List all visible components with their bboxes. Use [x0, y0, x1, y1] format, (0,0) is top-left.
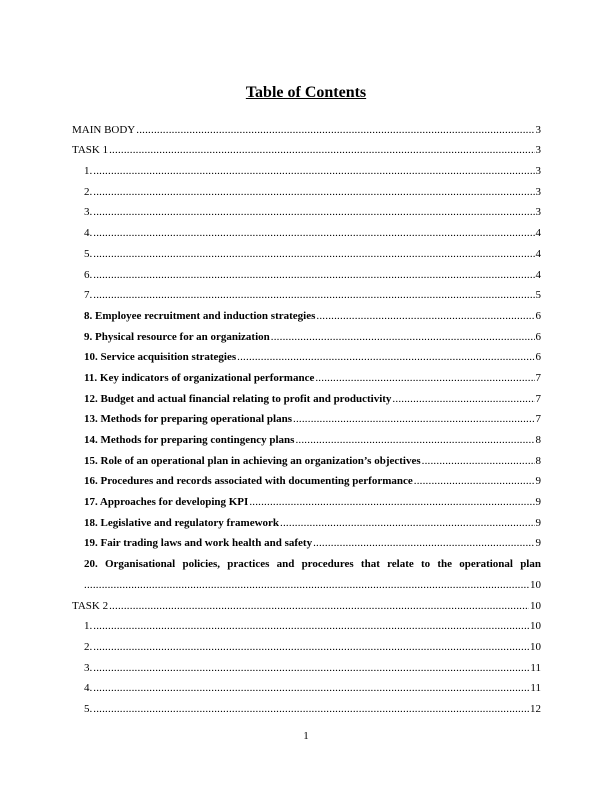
toc-entry[interactable]	[72, 406, 541, 427]
toc-entry-label: 4.	[84, 682, 93, 695]
toc-dot-leader	[237, 351, 534, 364]
toc-entry-page: 7	[535, 371, 541, 384]
toc-entry-label: 5.	[84, 702, 93, 715]
toc-dot-leader	[93, 703, 529, 716]
toc-dot-leader	[315, 372, 534, 385]
toc-entry[interactable]	[72, 550, 541, 591]
toc-entry-page: 7	[535, 392, 541, 405]
toc-entry[interactable]	[72, 675, 541, 696]
toc-entry-label: 1.	[84, 620, 93, 633]
toc-entry[interactable]	[72, 488, 541, 509]
toc-dot-leader	[109, 144, 534, 157]
toc-entry-page: 3	[535, 144, 541, 157]
toc-dot-leader	[93, 620, 529, 633]
toc-entry-word: relate	[387, 558, 414, 571]
toc-entry-label: 4.	[84, 227, 93, 240]
toc-entry-label: 3.	[84, 661, 93, 674]
toc-entry[interactable]	[72, 633, 541, 654]
toc-entry-label: 3.	[84, 206, 93, 219]
toc-entry[interactable]	[72, 468, 541, 489]
toc-entry[interactable]	[72, 530, 541, 551]
toc-entry-label: 9. Physical resource for an organization	[84, 330, 270, 343]
toc-entry[interactable]	[72, 282, 541, 303]
toc-dot-leader	[109, 600, 529, 613]
toc-entry-page: 4	[535, 227, 541, 240]
toc-entry-label: 14. Methods for preparing contingency plans	[84, 434, 295, 446]
toc-entry-page: 3	[535, 165, 541, 178]
toc-entry[interactable]	[72, 302, 541, 323]
toc-entry-page: 10	[530, 599, 541, 612]
toc-entry[interactable]	[72, 613, 541, 634]
toc-entry-label: 7.	[84, 289, 93, 302]
toc-entry-page: 7	[535, 413, 541, 426]
toc-entry-label: 5.	[84, 247, 93, 260]
toc-dot-leader	[313, 537, 534, 550]
toc-entry[interactable]	[72, 240, 541, 261]
toc-entry-word: policies,	[182, 558, 221, 571]
toc-entry-label: 11. Key indicators of organizational performance	[84, 371, 315, 384]
toc-entry-label: 13. Methods for preparing operational plans	[84, 413, 292, 426]
toc-entry-label: 8. Employee recruitment and induction strategies	[84, 309, 316, 322]
toc-dot-leader	[93, 206, 534, 219]
toc-entry-page: 5	[535, 289, 541, 302]
toc-dot-leader	[295, 434, 534, 447]
toc-entry-page: 3	[535, 185, 541, 198]
toc-dot-leader	[93, 165, 534, 178]
toc-entry[interactable]	[72, 344, 541, 365]
toc-dot-leader	[316, 310, 534, 323]
toc-entry-label: 17. Approaches for developing KPI	[84, 496, 249, 509]
toc-entry-page: 10	[530, 620, 541, 633]
toc-entry-word: the	[437, 558, 452, 571]
toc-entry-label: 18. Legislative and regulatory framework	[84, 516, 280, 529]
toc-entry-page: 11	[530, 661, 541, 674]
toc-entry-label: MAIN BODY	[72, 123, 136, 136]
page-number: 1	[303, 730, 309, 742]
toc-entry-page: 10	[530, 578, 541, 591]
toc-dot-leader	[84, 579, 529, 592]
toc-entry-word: to	[420, 558, 431, 571]
toc-dot-leader	[293, 413, 535, 426]
toc-entry-page: 4	[535, 247, 541, 260]
toc-entry-page: 11	[530, 682, 541, 695]
toc-entry-label: 16. Procedures and records associated with documenting performance	[84, 475, 413, 488]
toc-dot-leader	[271, 331, 535, 344]
toc-dot-leader	[249, 496, 534, 509]
toc-title: Table of Contents	[245, 84, 367, 101]
toc-entry-page: 8	[535, 454, 541, 467]
toc-dot-leader	[392, 393, 534, 406]
toc-entry-page: 9	[535, 537, 541, 550]
toc-dot-leader	[414, 475, 535, 488]
toc-entry-page: 4	[535, 268, 541, 281]
toc-entry[interactable]	[72, 261, 541, 282]
toc-entry-label: 2.	[84, 640, 93, 653]
toc-entry[interactable]	[72, 654, 541, 675]
toc-entry[interactable]	[72, 592, 541, 613]
toc-entry-page: 6	[535, 309, 541, 322]
toc-entry-page: 3	[535, 206, 541, 219]
toc-entry-label: 10. Service acquisition strategies	[84, 351, 237, 364]
toc-dot-leader	[93, 248, 534, 261]
toc-entry[interactable]	[72, 199, 541, 220]
toc-entry[interactable]	[72, 323, 541, 344]
toc-dot-leader	[93, 641, 529, 654]
toc-entry-page: 9	[535, 496, 541, 509]
toc-dot-leader	[93, 682, 529, 695]
toc-entry-word: operational	[459, 558, 513, 571]
toc-entry[interactable]	[72, 364, 541, 385]
toc-entry-page: 8	[535, 434, 541, 446]
toc-entry-word: plan	[520, 558, 541, 571]
toc-entry[interactable]	[72, 385, 541, 406]
toc-dot-leader	[93, 227, 534, 240]
toc-entry-page: 10	[530, 640, 541, 653]
toc-entry-page: 12	[530, 702, 541, 715]
table-of-contents	[72, 116, 541, 716]
toc-entry[interactable]	[72, 426, 541, 447]
toc-entry-page: 6	[535, 330, 541, 343]
toc-entry[interactable]	[72, 695, 541, 716]
toc-entry-page: 3	[535, 123, 541, 136]
toc-entry-label: 19. Fair trading laws and work health and safety	[84, 537, 313, 550]
toc-entry-label: 15. Role of an operational plan in achieving an organization’s objectives	[84, 454, 421, 467]
toc-entry[interactable]	[72, 116, 541, 137]
toc-entry-label: TASK 2	[72, 599, 109, 612]
toc-entry-word: 20.	[84, 558, 98, 571]
toc-entry-page: 9	[535, 516, 541, 529]
toc-entry[interactable]	[72, 219, 541, 240]
toc-entry[interactable]	[72, 178, 541, 199]
toc-entry-word: procedures	[301, 558, 354, 571]
toc-dot-leader	[280, 517, 534, 530]
toc-entry[interactable]	[72, 157, 541, 178]
toc-dot-leader	[93, 186, 534, 199]
toc-entry[interactable]	[72, 137, 541, 158]
toc-entry-page: 6	[535, 351, 541, 364]
toc-dot-leader	[93, 289, 534, 302]
toc-dot-leader	[136, 124, 534, 137]
toc-entry-label	[84, 550, 541, 571]
toc-entry-label: 6.	[84, 268, 93, 281]
toc-entry-page: 9	[535, 475, 541, 488]
toc-entry-word: that	[360, 558, 380, 571]
toc-entry-label: 1.	[84, 165, 93, 178]
toc-dot-leader	[422, 455, 535, 468]
toc-entry[interactable]	[72, 509, 541, 530]
toc-dot-leader	[93, 662, 529, 675]
toc-entry-label: 2.	[84, 185, 93, 198]
toc-entry-word: and	[276, 558, 295, 571]
toc-entry[interactable]	[72, 447, 541, 468]
toc-entry-word: practices	[227, 558, 270, 571]
toc-dot-leader	[93, 269, 534, 282]
toc-entry-word: Organisational	[104, 558, 176, 571]
toc-entry-label: 12. Budget and actual financial relating to profit and productivity	[84, 392, 392, 405]
toc-entry-label: TASK 1	[72, 144, 109, 157]
